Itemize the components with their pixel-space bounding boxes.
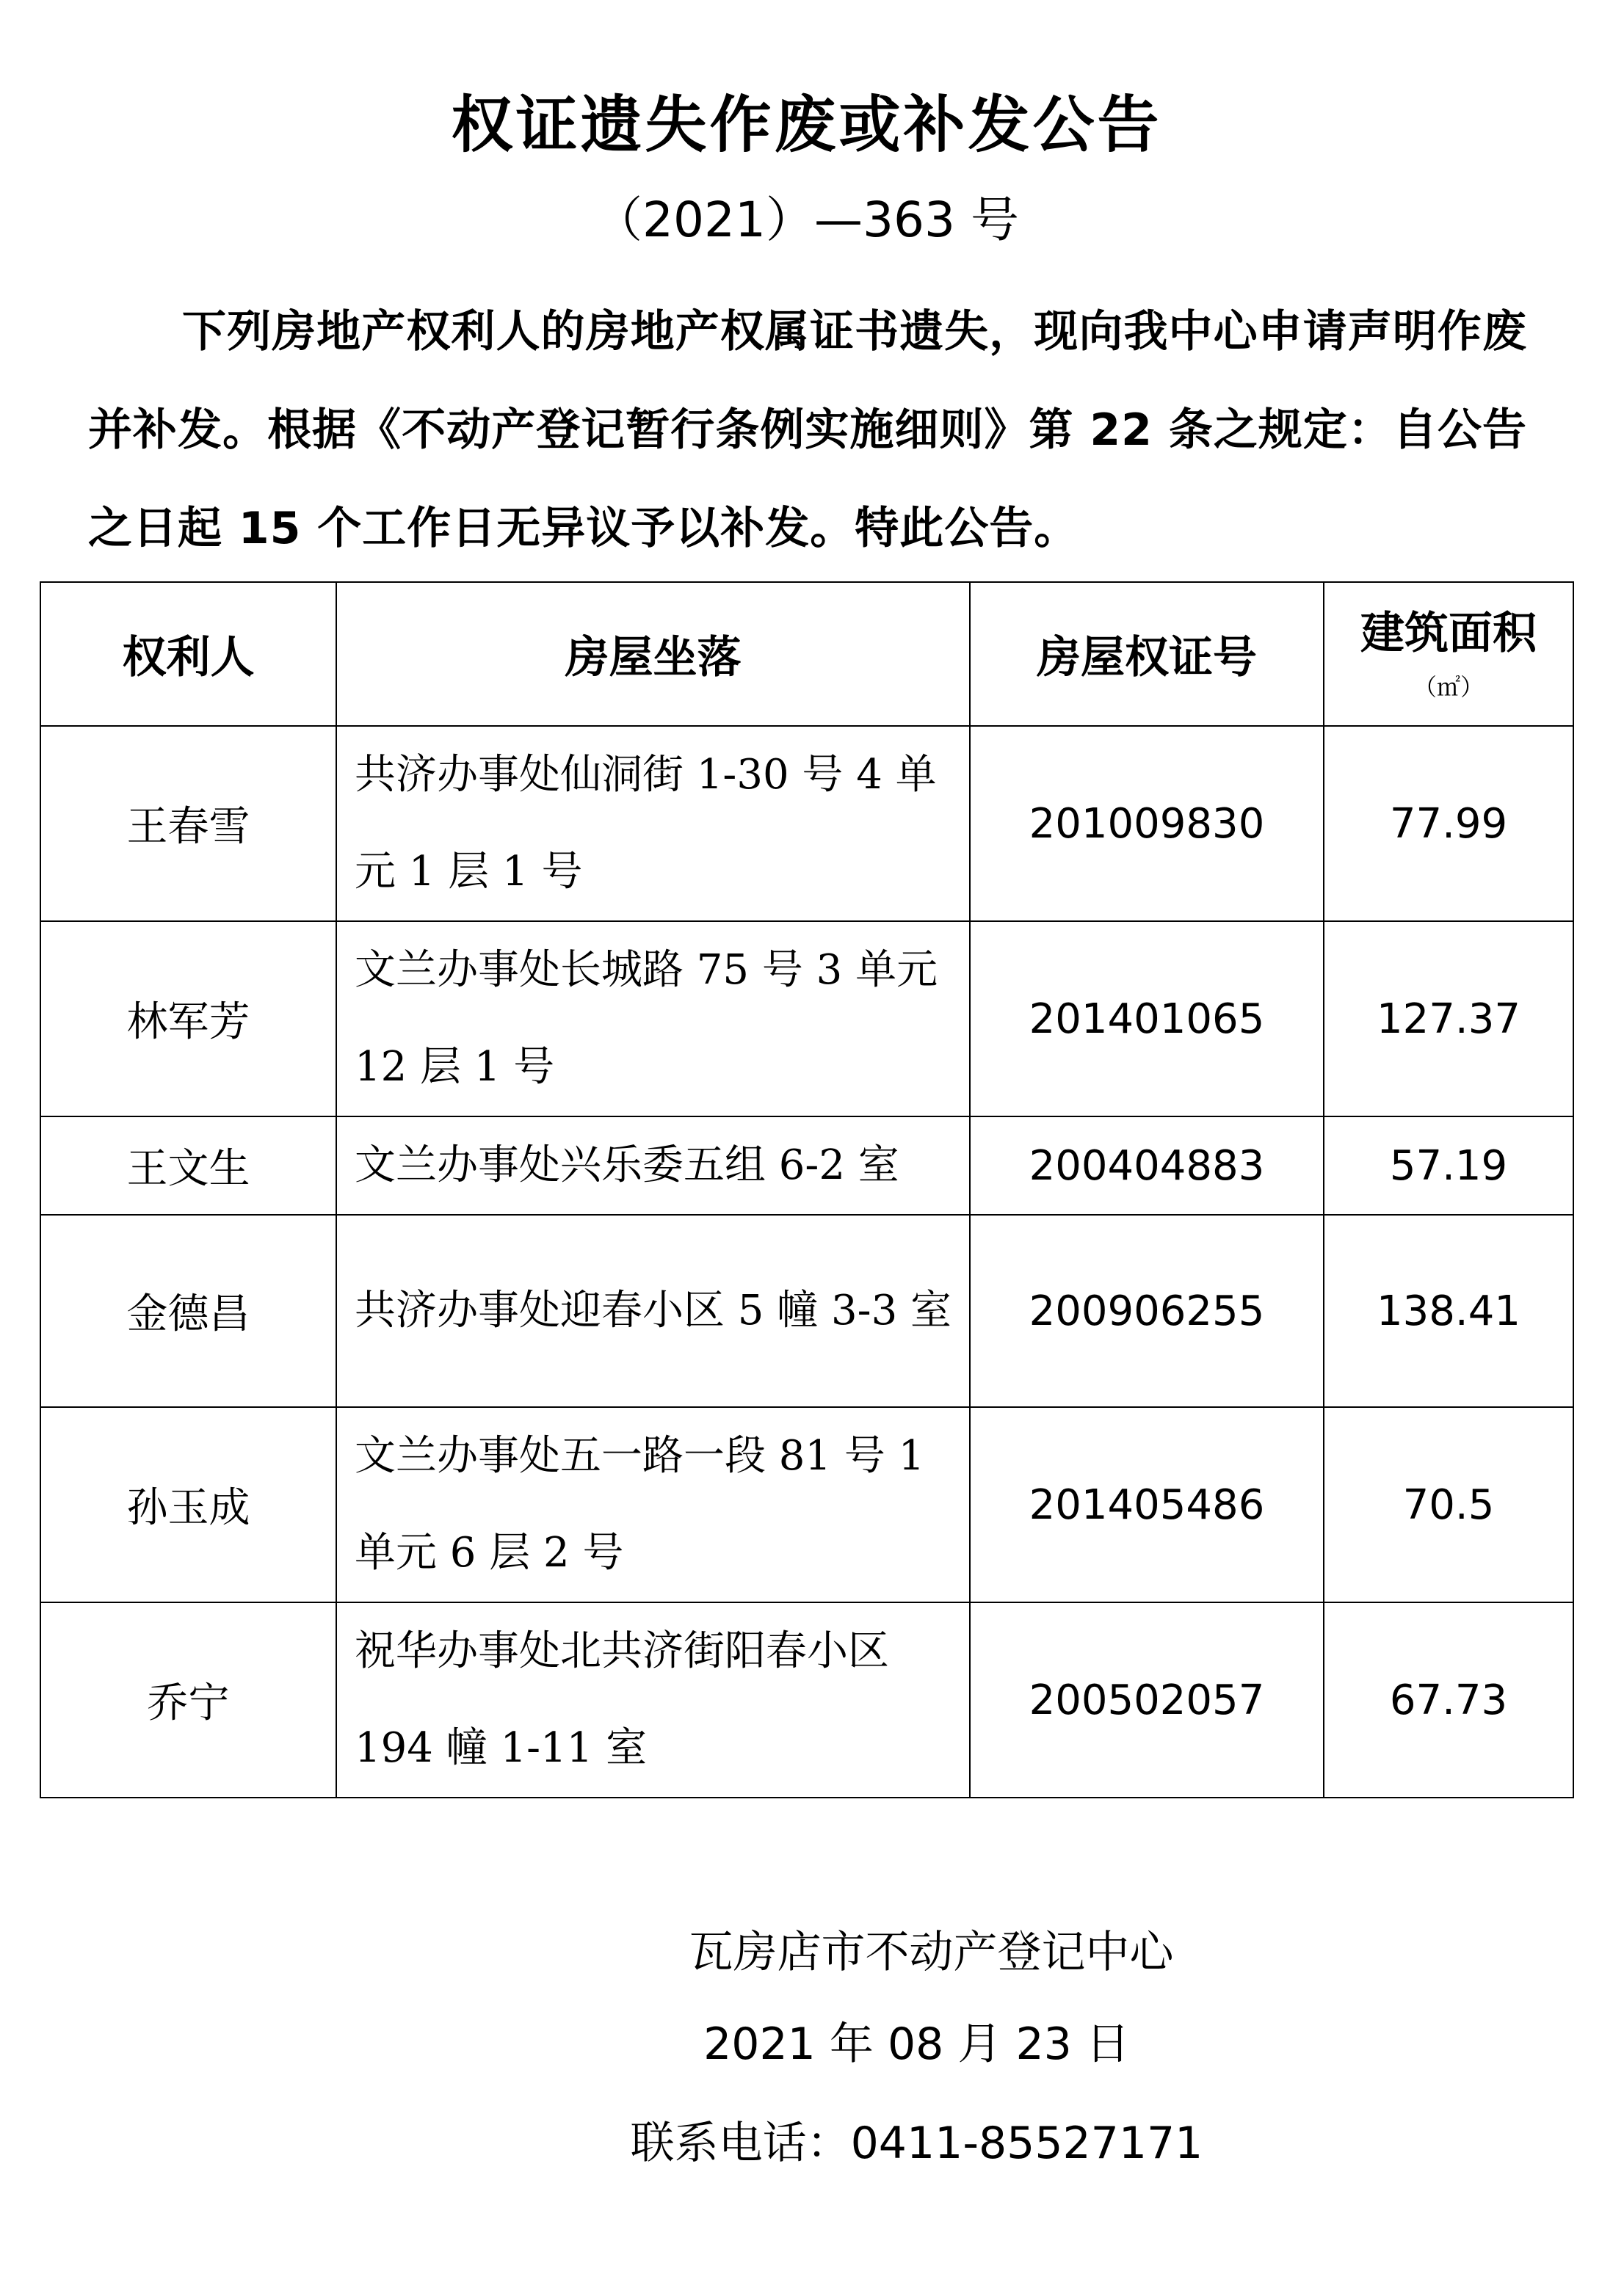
cell-certificate: 201009830 xyxy=(970,726,1324,921)
header-area-unit: （㎡） xyxy=(1413,673,1484,701)
notice-title: 权证遗失作废或补发公告 xyxy=(451,89,1162,161)
cell-location: 文兰办事处五一路一段 81 号 1 单元 6 层 2 号 xyxy=(336,1407,970,1602)
header-certificate: 房屋权证号 xyxy=(970,582,1324,726)
cell-owner: 林军芳 xyxy=(40,921,336,1116)
cell-certificate: 200404883 xyxy=(970,1116,1324,1215)
cell-certificate: 201401065 xyxy=(970,921,1324,1116)
issue-date: 2021 年 08 月 23 日 xyxy=(703,2019,1130,2070)
table-row xyxy=(40,1215,1573,1407)
cell-location: 共济办事处迎春小区 5 幢 3-3 室 xyxy=(336,1215,970,1407)
header-area-label: 建筑面积 xyxy=(1360,608,1537,659)
issuer-name: 瓦房店市不动产登记中心 xyxy=(689,1927,1174,1978)
table-header-row xyxy=(40,582,1573,726)
lost-certificate-table xyxy=(40,581,1574,1798)
cell-owner: 王文生 xyxy=(40,1116,336,1215)
cell-area: 77.99 xyxy=(1324,726,1573,921)
cell-location: 文兰办事处兴乐委五组 6-2 室 xyxy=(336,1116,970,1215)
document-number: （2021）—363 号 xyxy=(594,192,1019,248)
cell-area: 127.37 xyxy=(1324,921,1573,1116)
cell-owner: 金德昌 xyxy=(40,1215,336,1407)
cell-certificate: 201405486 xyxy=(970,1407,1324,1602)
cell-certificate: 200502057 xyxy=(970,1602,1324,1798)
header-owner: 权利人 xyxy=(40,582,336,726)
table-row xyxy=(40,1116,1573,1215)
cell-owner: 乔宁 xyxy=(40,1602,336,1798)
table-row xyxy=(40,1602,1573,1798)
cell-certificate: 200906255 xyxy=(970,1215,1324,1407)
cell-owner: 王春雪 xyxy=(40,726,336,921)
cell-location: 祝华办事处北共济街阳春小区 194 幢 1-11 室 xyxy=(336,1602,970,1798)
cell-area: 57.19 xyxy=(1324,1116,1573,1215)
table-row xyxy=(40,1407,1573,1602)
cell-owner: 孙玉成 xyxy=(40,1407,336,1602)
header-location: 房屋坐落 xyxy=(336,582,970,726)
header-area xyxy=(1324,582,1573,726)
cell-area: 70.5 xyxy=(1324,1407,1573,1602)
table-row xyxy=(40,921,1573,1116)
notice-intro-paragraph: 下列房地产权利人的房地产权属证书遗失，现向我中心申请声明作废并补发。根据《不动产登记暂行条例实施细则》第 22 条之规定：自公告之日起 15 个工作日无异议予以补发。特此公告。 xyxy=(88,306,1527,554)
table-row xyxy=(40,726,1573,921)
cell-area: 67.73 xyxy=(1324,1602,1573,1798)
contact-phone: 联系电话：0411-85527171 xyxy=(630,2118,1203,2169)
cell-location: 文兰办事处长城路 75 号 3 单元 12 层 1 号 xyxy=(336,921,970,1116)
cell-location: 共济办事处仙洞街 1-30 号 4 单元 1 层 1 号 xyxy=(336,726,970,921)
cell-area: 138.41 xyxy=(1324,1215,1573,1407)
